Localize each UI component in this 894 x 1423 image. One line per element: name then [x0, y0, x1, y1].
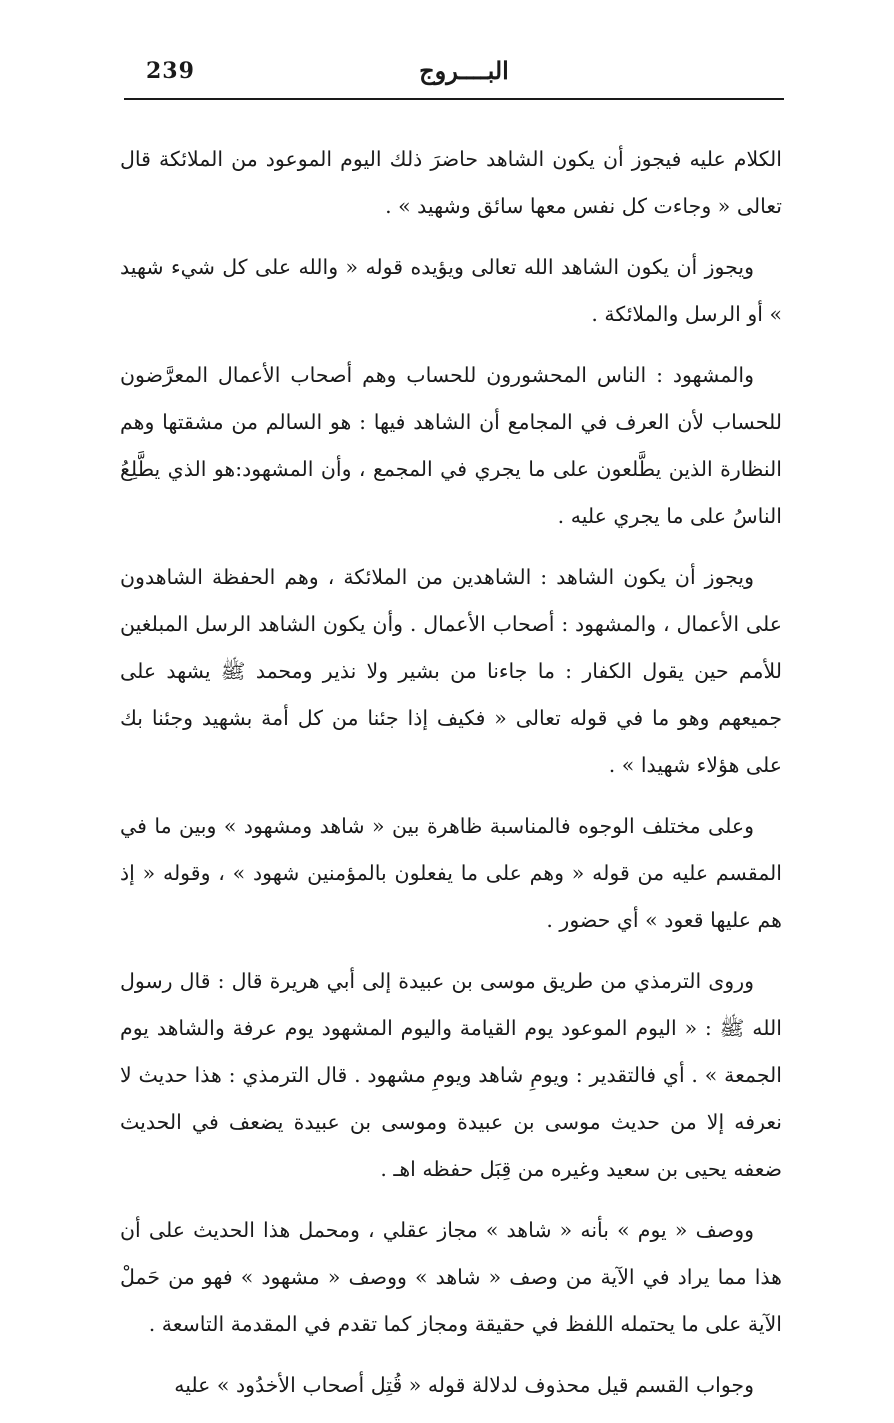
paragraph: وروى الترمذي من طريق موسى بن عبيدة إلى أبي هريرة قال : قال رسول الله ﷺ : « اليوم الموعود يوم القيامة واليوم المشهود يوم عرفة والشاهد يوم الجمعة » . أي فالتقدير : ويومِ شاهد ويومِ مشهود . قال الترمذي : هذا حديث لا نعرفه إلا من حديث موسى بن عبيدة وموسى بن عبيدة يضعف في الحديث ضعفه يحيى بن سعيد وغيره من قِبَل حفظه اهـ . — [120, 969, 782, 1181]
paragraph: ووصف « يوم » بأنه « شاهد » مجاز عقلي ، ومحمل هذا الحديث على أن هذا مما يراد في الآية من وصف « شاهد » ووصف « مشهود » فهو من حَملْ الآية على ما يحتمله اللفظ في حقيقة ومجاز كما تقدم في المقدمة التاسعة . — [120, 1218, 782, 1336]
page-number: 239 — [146, 58, 195, 84]
page-header — [124, 52, 784, 100]
paragraph: ويجوز أن يكون الشاهد الله تعالى ويؤيده قوله « والله على كل شيء شهيد » أو الرسل والملائكة . — [120, 255, 782, 326]
paragraph: وعلى مختلف الوجوه فالمناسبة ظاهرة بين « شاهد ومشهود » وبين ما في المقسم عليه من قوله « وهم على ما يفعلون بالمؤمنين شهود » ، وقوله « إذ هم عليها قعود » أي حضور . — [120, 814, 782, 932]
paragraph: ويجوز أن يكون الشاهد : الشاهدين من الملائكة ، وهم الحفظة الشاهدون على الأعمال ، والمشهود : أصحاب الأعمال . وأن يكون الشاهد الرسل المبلغين للأمم حين يقول الكفار : ما جاءنا من بشير ولا نذير ومحمد ﷺ يشهد على جميعهم وهو ما في قوله تعالى « فكيف إذا جئنا من كل أمة بشهيد وجئنا بك على هؤلاء شهيدا » . — [120, 565, 782, 777]
body-text — [120, 136, 782, 1423]
paragraph: وجواب القسم قيل محذوف لدلالة قوله « قُتِل أصحاب الأخدُود » عليه — [174, 1373, 754, 1397]
paragraph: الكلام عليه فيجوز أن يكون الشاهد حاضرَ ذلك اليوم الموعود من الملائكة قال تعالى « وجاءت كل نفس معها سائق وشهيد » . — [120, 147, 782, 218]
paragraph: والمشهود : الناس المحشورون للحساب وهم أصحاب الأعمال المعرَّضون للحساب لأن العرف في المجامع أن الشاهد فيها : هو السالم من مشقتها وهم النظارة الذين يطَّلعون على ما يجري في المجمع ، وأن المشهود:هو الذي يطَّلِعُ الناسُ على ما يجري عليه . — [120, 363, 782, 528]
running-title: البــــروج — [419, 56, 509, 85]
header-rule — [124, 98, 784, 100]
